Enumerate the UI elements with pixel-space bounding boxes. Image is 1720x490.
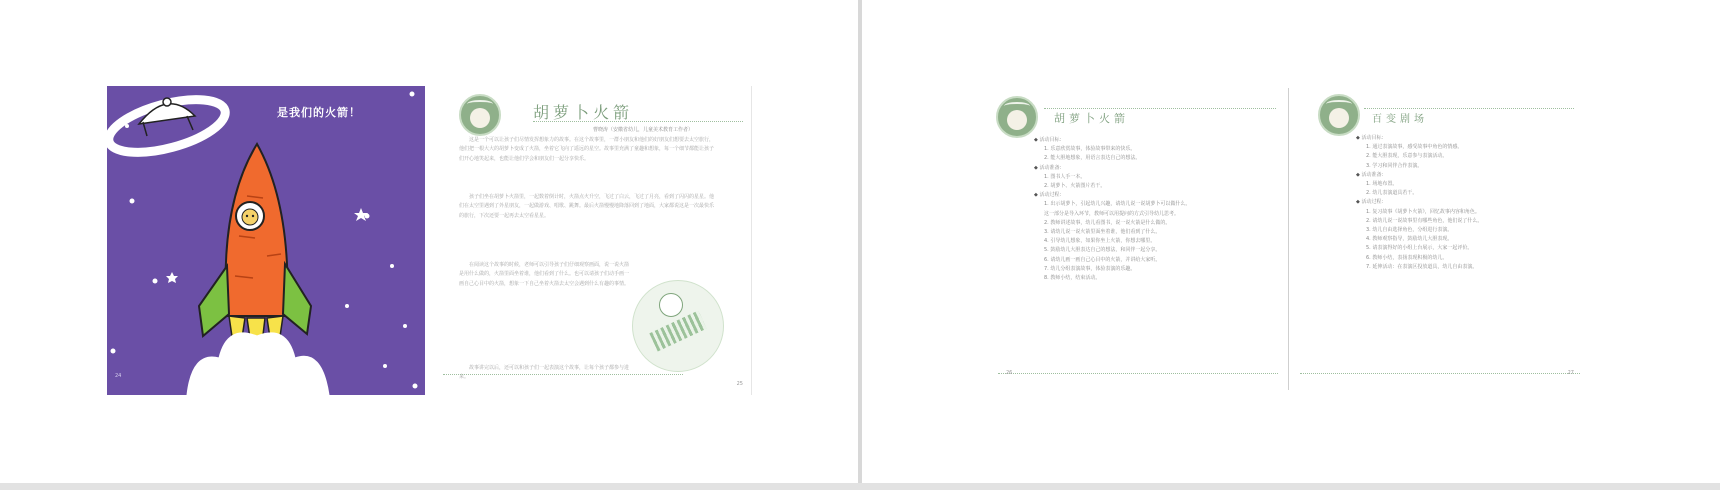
carrot-badge-icon bbox=[459, 94, 501, 136]
footer-divider bbox=[443, 374, 683, 375]
illustration-page bbox=[107, 86, 425, 395]
list-item: 1. 出示胡萝卜，引起幼儿兴趣，请幼儿说一说胡萝卜可以做什么。 bbox=[1044, 201, 1191, 208]
page-number: 25 bbox=[736, 381, 743, 387]
list-item: 4. 引导幼儿想象，如果你坐上火箭，你想去哪里。 bbox=[1044, 238, 1156, 245]
page-title: 百变剧场 bbox=[1372, 114, 1428, 125]
page-title: 胡萝卜火箭 bbox=[533, 103, 634, 122]
title-divider bbox=[533, 121, 743, 122]
list-item: 3. 幼儿自由选择角色，分组进行表演。 bbox=[1366, 227, 1453, 234]
list-item: 2. 请幼儿说一说故事里有哪些角色，他们说了什么。 bbox=[1366, 217, 1483, 224]
list-item: 2. 能大胆表现，乐意参与表演活动。 bbox=[1366, 153, 1448, 160]
story-paragraph: 这是一个可以让孩子们尽情发挥想象力的故事。在这个故事里，一群小朋友和他们的好朋友们想要去太空旅行，他们把一根大大的胡萝卜变成了火箭，坐着它飞向了遥远的星空。故事里充满了童趣和想象，每一个细节都能让孩子们开心地笑起来，也能让他们学会和朋友们一起分享快乐。 bbox=[459, 137, 715, 162]
title-divider bbox=[1044, 108, 1276, 109]
section-heading: ◆ 活动目标： bbox=[1034, 136, 1234, 145]
section-heading: ◆ 活动过程： bbox=[1356, 198, 1566, 207]
story-paragraph: 故事讲完以后，还可以和孩子们一起表演这个故事，让每个孩子都参与进来。 bbox=[459, 365, 629, 381]
list-item: 3. 请幼儿说一说火箭里面坐着谁，他们看到了什么。 bbox=[1044, 229, 1161, 236]
list-item: 7. 延伸活动：在表演区投放道具，幼儿自由表演。 bbox=[1366, 263, 1478, 270]
lesson-list bbox=[1356, 134, 1566, 272]
list-item: 2. 能大胆地想象，用语言表达自己的想法。 bbox=[1044, 155, 1141, 162]
page-edge bbox=[751, 86, 752, 395]
book-spine bbox=[1288, 88, 1289, 390]
list-item: 这一部分是导入环节，教师可以用提问的方式引导幼儿思考。 bbox=[1044, 210, 1180, 217]
illustration-caption: 是我们的火箭！ bbox=[277, 106, 361, 119]
lesson-list bbox=[1034, 136, 1234, 283]
lesson-plan-page bbox=[1290, 88, 1590, 390]
lesson-plan-page bbox=[988, 88, 1288, 390]
list-item: 2. 教师讲述故事，幼儿看图书，说一说火箭是什么做的。 bbox=[1044, 219, 1171, 226]
list-item: 6. 教师小结，表扬表现积极的幼儿。 bbox=[1366, 254, 1448, 261]
byline: 曹晓涛（安徽省幼儿，儿童美术教育工作者） bbox=[593, 127, 694, 133]
carrot-badge-icon bbox=[996, 96, 1038, 138]
story-paragraph: 孩子们坐在胡萝卜火箭里，一起数着倒计时，火箭点火升空，飞过了白云，飞过了月亮，看到了闪闪的星星。他们在太空里遇到了外星朋友，一起做游戏、唱歌、跳舞。最后火箭慢慢地降落回到了地面，大家都说这是一次最快乐的旅行，下次还要一起再去太空看星星。 bbox=[459, 194, 715, 219]
section-heading: ◆ 活动准备： bbox=[1356, 171, 1566, 180]
footer-divider bbox=[1300, 373, 1580, 374]
list-item: 1. 图书人手一本。 bbox=[1044, 173, 1086, 180]
list-item: 6. 请幼儿画一画自己心目中的火箭，并讲给大家听。 bbox=[1044, 256, 1161, 263]
list-item: 4. 教师观察指导，鼓励幼儿大胆表现。 bbox=[1366, 236, 1453, 243]
list-item: 8. 教师小结，结束活动。 bbox=[1044, 275, 1101, 282]
page-title: 胡萝卜火箭 bbox=[1054, 112, 1129, 125]
list-item: 1. 场地布置。 bbox=[1366, 181, 1398, 188]
list-item: 1. 复习故事《胡萝卜火箭》，回忆故事内容和角色。 bbox=[1366, 208, 1480, 215]
list-item: 2. 幼儿表演道具若干。 bbox=[1366, 190, 1418, 197]
rocket-sketch-icon bbox=[632, 280, 724, 372]
page-number: 27 bbox=[1567, 370, 1574, 376]
list-item: 1. 通过表演故事，感受故事中角色的情感。 bbox=[1366, 144, 1463, 151]
list-item: 5. 鼓励幼儿大胆表达自己的想法，和同伴一起分享。 bbox=[1044, 247, 1161, 254]
section-heading: ◆ 活动目标： bbox=[1356, 134, 1566, 143]
section-heading: ◆ 活动准备： bbox=[1034, 164, 1234, 173]
list-item: 2. 胡萝卜、火箭图片若干。 bbox=[1044, 183, 1106, 190]
carrot-badge-icon bbox=[1318, 94, 1360, 136]
list-item: 1. 乐意欣赏故事，体验故事带来的快乐。 bbox=[1044, 146, 1136, 153]
section-heading: ◆ 活动过程： bbox=[1034, 191, 1234, 200]
story-paragraph: 在阅读这个故事的时候，老师可以引导孩子们仔细观察画面，说一说火箭是用什么做的，火箭里面坐着谁，他们看到了什么。也可以请孩子们动手画一画自己心目中的火箭，想象一下自己坐着火箭去太空会遇到什么有趣的事情。 bbox=[459, 262, 629, 287]
footer-divider bbox=[998, 373, 1278, 374]
list-item: 5. 请表演得好的小组上台展示，大家一起评价。 bbox=[1366, 245, 1473, 252]
rocket-illustration bbox=[107, 86, 425, 395]
page-number: 24 bbox=[115, 373, 122, 379]
page-number: 26 bbox=[1006, 370, 1013, 376]
title-divider bbox=[1364, 108, 1574, 109]
list-item: 3. 学习和同伴合作表演。 bbox=[1366, 162, 1423, 169]
scrollbar-track[interactable] bbox=[0, 483, 1720, 490]
list-item: 7. 幼儿分组表演故事，体验表演的乐趣。 bbox=[1044, 265, 1136, 272]
